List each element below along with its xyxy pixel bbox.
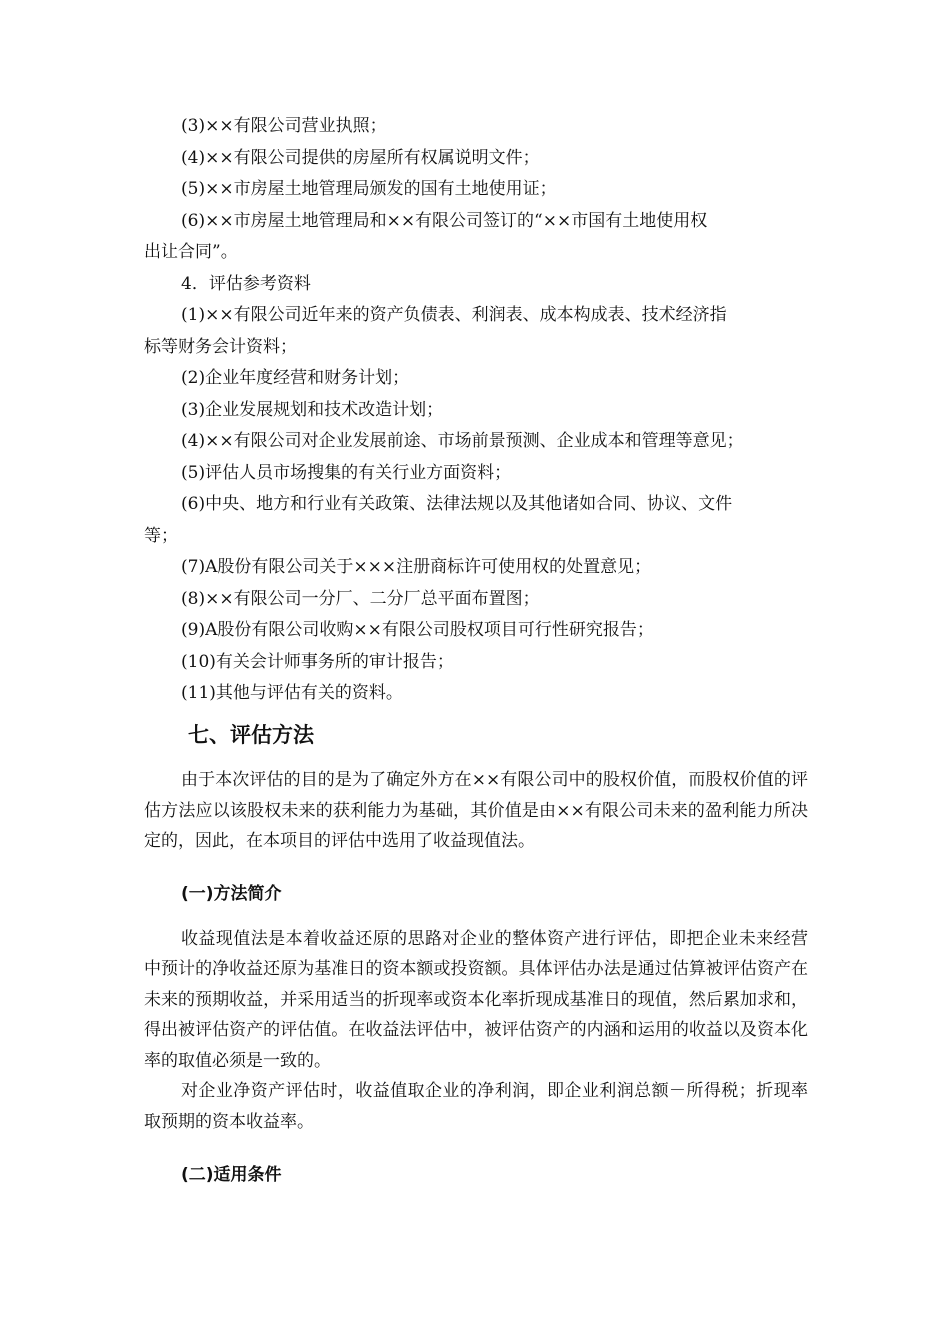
subsection-2-heading: (二)适用条件 [181, 1165, 282, 1185]
subsection-1-paragraph-2: 对企业净资产评估时，收益值取企业的净利润，即企业利润总额－所得税；折现率取预期的资本收益率。 [144, 1081, 808, 1132]
subsection-1-heading: (一)方法简介 [181, 883, 282, 904]
section-4-title: 4．评估参考资料 [181, 273, 311, 294]
reference-item-6-line2: 等； [144, 525, 178, 546]
reference-item-3: (3)企业发展规划和技术改造计划； [181, 399, 444, 420]
reference-item-9: (9)A股份有限公司收购××有限公司股权项目可行性研究报告； [181, 620, 654, 640]
reference-item-11: (11)其他与评估有关的资料。 [181, 683, 403, 703]
basis-item-6 [144, 209, 808, 265]
basis-item-3: (3)××有限公司营业执照； [181, 116, 387, 136]
reference-item-6-line1: (6)中央、地方和行业有关政策、法律法规以及其他诸如合同、协议、文件 [181, 494, 733, 514]
reference-item-10: (10)有关会计师事务所的审计报告； [181, 651, 454, 672]
reference-item-1-line2: 标等财务会计资料； [144, 336, 297, 357]
reference-item-6 [144, 492, 808, 548]
subsection-1-paragraph-1: 收益现值法是本着收益还原的思路对企业的整体资产进行评估，即把企业未来经营中预计的净收益还原为基准日的资本额或投资额。具体评估办法是通过估算被评估资产在未来的预期收益，并采用适当的折现率或资本化率折现成基准日的现值，然后累加求和，得出被评估资产的评估值。在收益法评估中，被评估资产的内涵和运用的收益以及资本化率的取值必须是一致的。 [144, 928, 808, 1071]
reference-item-5: (5)评估人员市场搜集的有关行业方面资料； [181, 462, 512, 483]
basis-item-5: (5)××市房屋土地管理局颁发的国有土地使用证； [181, 179, 557, 199]
reference-item-1 [144, 303, 808, 359]
basis-item-6-line1: (6)××市房屋土地管理局和××有限公司签订的“××市国有土地使用权 [181, 210, 708, 231]
basis-item-6-line2: 出让合同”。 [144, 242, 238, 262]
document-page [144, 114, 808, 1187]
reference-item-1-line1: (1)××有限公司近年来的资产负债表、利润表、成本构成表、技术经济指 [181, 305, 727, 325]
reference-item-4: (4)××有限公司对企业发展前途、市场前景预测、企业成本和管理等意见； [181, 431, 744, 451]
reference-item-8: (8)××有限公司一分厂、二分厂总平面布置图； [181, 588, 540, 609]
section-7-heading: 七、评估方法 [188, 723, 314, 747]
reference-item-2: (2)企业年度经营和财务计划； [181, 368, 410, 388]
reference-item-7: (7)A股份有限公司关于×××注册商标许可使用权的处置意见； [181, 557, 652, 577]
basis-item-4: (4)××有限公司提供的房屋所有权属说明文件； [181, 147, 540, 168]
section-7-intro: 由于本次评估的目的是为了确定外方在××有限公司中的股权价值，而股权价值的评估方法应以该股权未来的获利能力为基础，其价值是由××有限公司未来的盈利能力所决定的，因此，在本项目的评估中选用了收益现值法。 [144, 770, 808, 851]
